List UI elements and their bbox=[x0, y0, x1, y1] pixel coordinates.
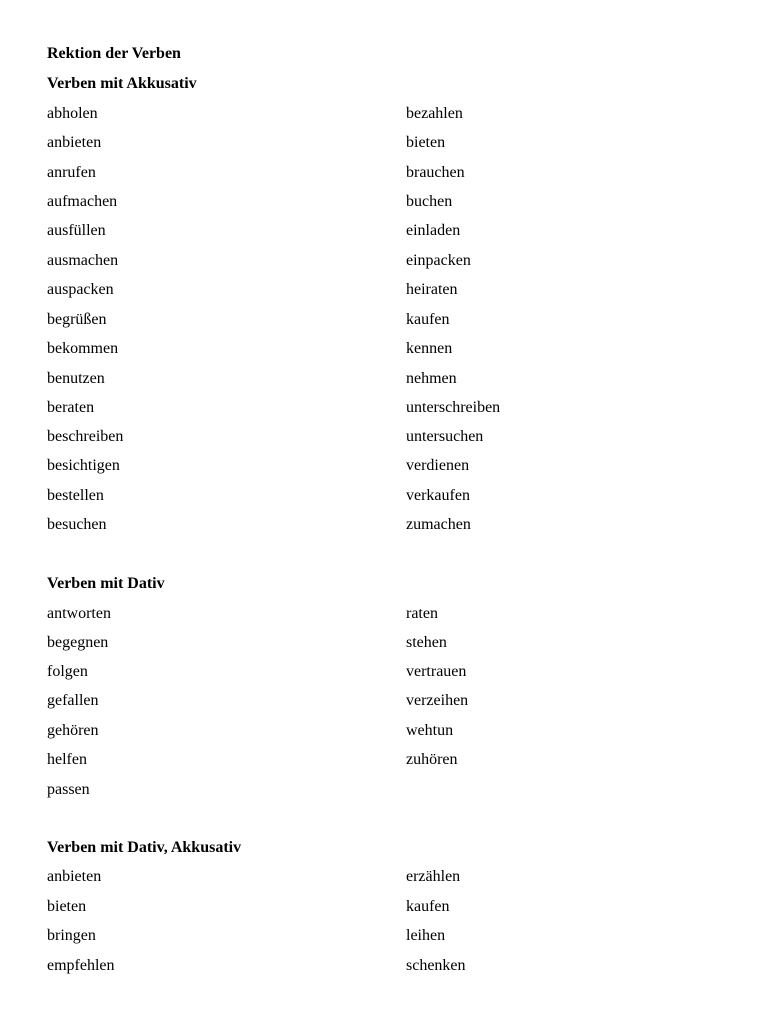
section-heading: Verben mit Akkusativ bbox=[47, 75, 197, 92]
verb-item: bieten bbox=[47, 898, 87, 915]
verb-item: stehen bbox=[406, 634, 447, 651]
verb-item: passen bbox=[47, 781, 90, 798]
verb-item: wehtun bbox=[406, 722, 454, 739]
verb-item: nehmen bbox=[406, 370, 457, 387]
verb-item: buchen bbox=[406, 193, 453, 210]
verb-item: abholen bbox=[47, 105, 98, 122]
verb-item: aufmachen bbox=[47, 193, 118, 210]
verb-item: bestellen bbox=[47, 487, 104, 504]
verb-item: beschreiben bbox=[47, 428, 124, 445]
verb-item: besuchen bbox=[47, 516, 107, 533]
verb-item: schenken bbox=[406, 957, 466, 974]
verb-item: bekommen bbox=[47, 340, 119, 357]
section-heading: Verben mit Dativ, Akkusativ bbox=[47, 839, 242, 856]
verb-item: begrüßen bbox=[47, 311, 107, 328]
verb-item: gehören bbox=[47, 722, 99, 739]
verb-item: empfehlen bbox=[47, 957, 115, 974]
verb-item: verkaufen bbox=[406, 487, 470, 504]
verb-item: einpacken bbox=[406, 252, 471, 269]
verb-item: unterschreiben bbox=[406, 399, 501, 416]
verb-item: gefallen bbox=[47, 692, 99, 709]
verb-item: helfen bbox=[47, 751, 87, 768]
verb-item: besichtigen bbox=[47, 457, 120, 474]
verb-item: anbieten bbox=[47, 134, 102, 151]
page-title: Rektion der Verben bbox=[47, 45, 181, 62]
verb-item: ausmachen bbox=[47, 252, 119, 269]
verb-item: raten bbox=[406, 605, 438, 622]
verb-item: bringen bbox=[47, 927, 96, 944]
verb-item: anrufen bbox=[47, 164, 96, 181]
verb-item: begegnen bbox=[47, 634, 109, 651]
verb-item: beraten bbox=[47, 399, 95, 416]
verb-item: antworten bbox=[47, 605, 111, 622]
verb-item: kaufen bbox=[406, 898, 450, 915]
verb-item: auspacken bbox=[47, 281, 114, 298]
verb-item: kennen bbox=[406, 340, 453, 357]
verb-item: erzählen bbox=[406, 868, 461, 885]
verb-item: einladen bbox=[406, 222, 461, 239]
verb-item: zuhören bbox=[406, 751, 458, 768]
verb-item: leihen bbox=[406, 927, 446, 944]
verb-item: bieten bbox=[406, 134, 446, 151]
verb-item: zumachen bbox=[406, 516, 471, 533]
verb-item: benutzen bbox=[47, 370, 105, 387]
verb-item: ausfüllen bbox=[47, 222, 106, 239]
section-heading: Verben mit Dativ bbox=[47, 575, 165, 592]
verb-item: anbieten bbox=[47, 868, 102, 885]
verb-item: vertrauen bbox=[406, 663, 467, 680]
verb-item: verdienen bbox=[406, 457, 470, 474]
verb-item: folgen bbox=[47, 663, 88, 680]
verb-item: kaufen bbox=[406, 311, 450, 328]
verb-item: heiraten bbox=[406, 281, 458, 298]
verb-item: brauchen bbox=[406, 164, 465, 181]
verb-item: bezahlen bbox=[406, 105, 463, 122]
verb-item: verzeihen bbox=[406, 692, 469, 709]
verb-item: untersuchen bbox=[406, 428, 484, 445]
